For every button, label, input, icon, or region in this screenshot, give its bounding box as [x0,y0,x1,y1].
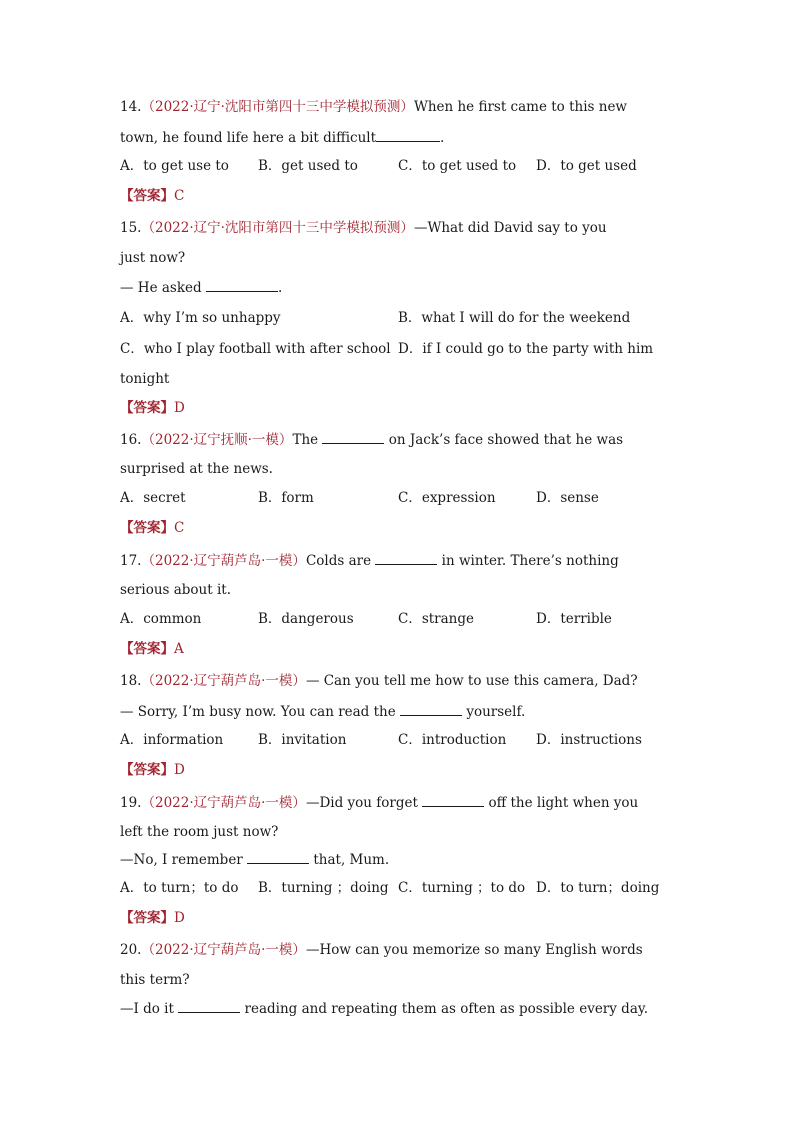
answer-blank [376,128,440,142]
question-20-line-2: this term? [120,972,190,988]
option-c: C．to get used to [398,158,517,174]
option-a: A．secret [120,490,186,506]
option-c: C．strange [398,611,475,627]
question-source: （2022·辽宁葫芦岛·一模） [141,673,306,689]
answer-value: C [174,520,185,536]
answer-label: 【答案】 [120,762,174,778]
option-c: C．who I play football with after school [120,341,391,357]
question-number: 14. [120,99,142,115]
question-20-line-3: —I do it reading and repeating them as often as possible every day. [120,1001,648,1017]
option-a: A．why I’m so unhappy [120,310,281,326]
option-a: A．common [120,611,202,627]
question-number: 16. [120,432,142,448]
option-d: D．terrible [536,611,612,627]
question-stem: When he first came to this new [413,99,627,115]
question-source: （2022·辽宁·沈阳市第四十三中学模拟预测） [141,220,414,236]
question-19-line-3: —No, I remember that, Mum. [120,852,390,868]
question-16-line-2: surprised at the news. [120,461,273,477]
answer-line [120,761,185,779]
answer-value: D [174,910,185,926]
option-d: D．if I could go to the party with him [398,341,654,357]
answer-value: D [174,400,185,416]
question-source: （2022·辽宁葫芦岛·一模） [141,795,306,811]
question-15-line-2: just now? [120,250,186,266]
option-b: B．form [258,490,314,506]
answer-blank [178,999,240,1013]
option-c: C．introduction [398,732,507,748]
question-17-line-2: serious about it. [120,582,231,598]
question-17-line-1: 17.（2022·辽宁葫芦岛·一模）Colds are in winter. There’s nothing [120,553,619,569]
question-source: （2022·辽宁·沈阳市第四十三中学模拟预测） [141,99,414,115]
option-d: D．to turn；doing [536,880,660,896]
answer-blank [375,551,437,565]
answer-value: D [174,762,185,778]
answer-label: 【答案】 [120,400,174,416]
question-source: （2022·辽宁葫芦岛·一模） [141,942,306,958]
option-c: C．expression [398,490,496,506]
answer-label: 【答案】 [120,188,174,204]
answer-blank [400,702,462,716]
option-d-continued: tonight [120,371,170,387]
question-16-line-1: 16.（2022·辽宁抚顺·一模）The on Jack’s face showed that he was [120,432,624,448]
answer-label: 【答案】 [120,641,174,657]
question-20-line-1: 20.（2022·辽宁葫芦岛·一模）—How can you memorize so many English words [120,942,643,958]
question-19-line-1: 19.（2022·辽宁葫芦岛·一模）—Did you forget off the light when you [120,795,639,811]
answer-label: 【答案】 [120,520,174,536]
answer-line [120,399,185,417]
option-b: B．turning ；doing [258,880,389,896]
question-19-line-2: left the room just now? [120,824,279,840]
question-number: 18. [120,673,142,689]
option-b: B．dangerous [258,611,354,627]
option-b: B．invitation [258,732,347,748]
answer-line [120,187,184,205]
question-15-line-1 [120,219,607,237]
question-18-line-1: 18.（2022·辽宁葫芦岛·一模）— Can you tell me how to use this camera, Dad? [120,673,638,689]
option-a: A．to get use to [120,158,229,174]
question-14-line-1 [120,98,627,116]
option-d: D．to get used [536,158,637,174]
option-a: A．information [120,732,224,748]
answer-blank [322,430,384,444]
question-number: 15. [120,220,142,236]
answer-line [120,640,184,658]
option-d: D．sense [536,490,599,506]
question-18-line-2: — Sorry, I’m busy now. You can read the yourself. [120,704,526,720]
question-source: （2022·辽宁抚顺·一模） [141,432,293,448]
question-number: 19. [120,795,142,811]
answer-blank [247,850,309,864]
answer-blank [422,793,484,807]
answer-blank [206,278,278,292]
answer-value: C [174,188,185,204]
option-b: B．what I will do for the weekend [398,310,631,326]
question-14-line-2: town, he found life here a bit difficult . [120,130,445,146]
question-stem: town, he found life here a bit difficult [120,130,377,146]
option-c: C．turning ；to do [398,880,526,896]
question-number: 17. [120,553,142,569]
option-d: D．instructions [536,732,642,748]
question-stem: —What did David say to you [413,220,607,236]
answer-value: A [174,641,184,657]
question-number: 20. [120,942,142,958]
answer-line [120,519,184,537]
question-15-line-3: — He asked . [120,280,283,296]
answer-line [120,909,185,927]
answer-label: 【答案】 [120,910,174,926]
option-a: A．to turn；to do [120,880,239,896]
question-source: （2022·辽宁葫芦岛·一模） [141,553,306,569]
option-b: B．get used to [258,158,358,174]
